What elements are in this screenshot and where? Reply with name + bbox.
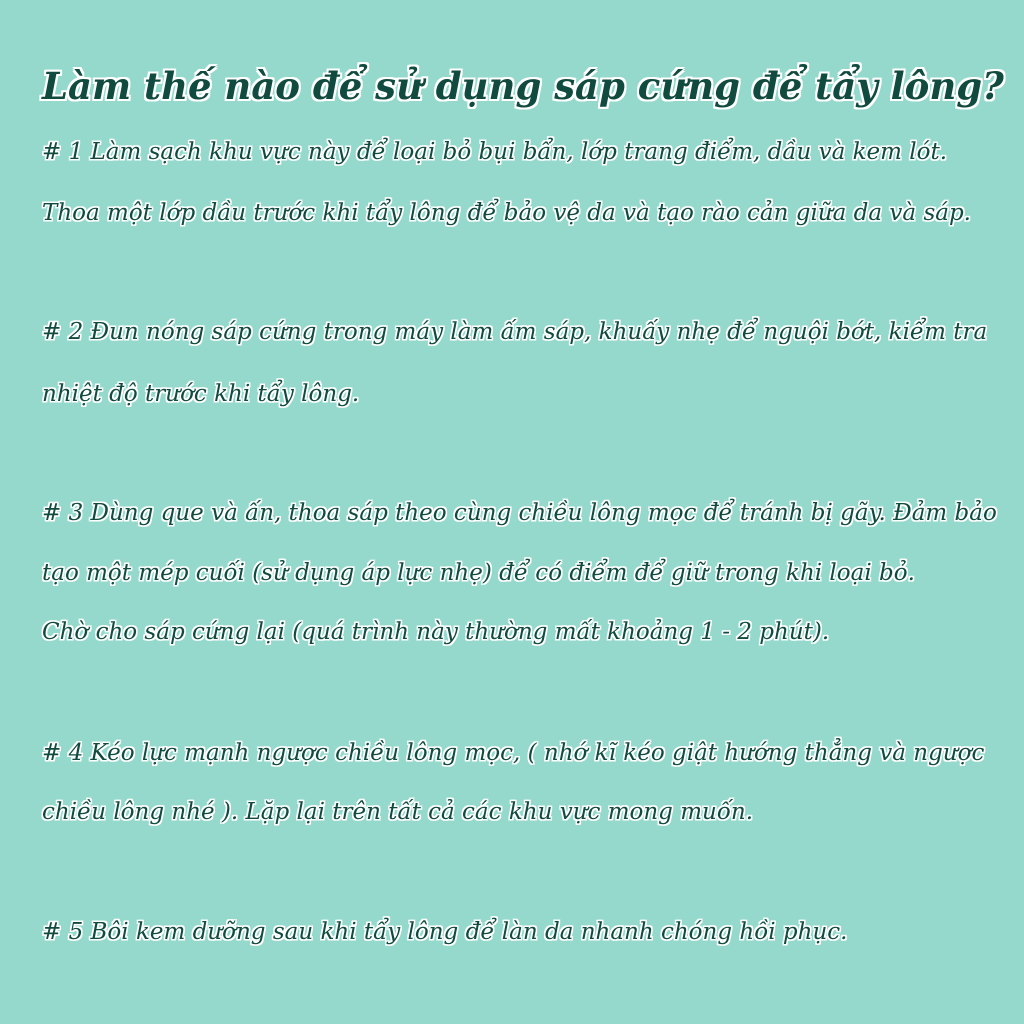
- step-4-line-1: # 4 Kéo lực mạnh ngược chiều lông mọc, ( nhớ kĩ kéo giật hướng thẳng và ngược: [42, 740, 985, 766]
- page-title: Làm thế nào để sử dụng sáp cứng để tẩy lông?: [42, 64, 1004, 108]
- step-5-line-1: # 5 Bôi kem dưỡng sau khi tẩy lông để làn da nhanh chóng hồi phục.: [42, 919, 848, 945]
- step-3-line-2: tạo một mép cuối (sử dụng áp lực nhẹ) để có điểm để giữ trong khi loại bỏ.: [42, 560, 915, 586]
- step-2-line-1: # 2 Đun nóng sáp cứng trong máy làm ấm sáp, khuấy nhẹ để nguội bớt, kiểm tra: [42, 319, 988, 345]
- step-3-line-3: Chờ cho sáp cứng lại (quá trình này thường mất khoảng 1 - 2 phút).: [42, 619, 830, 645]
- step-1-line-1: # 1 Làm sạch khu vực này để loại bỏ bụi bẩn, lớp trang điểm, dầu và kem lót.: [42, 139, 948, 165]
- step-4-line-2: chiều lông nhé ). Lặp lại trên tất cả các khu vực mong muốn.: [42, 799, 754, 825]
- step-3-line-1: # 3 Dùng que và ấn, thoa sáp theo cùng chiều lông mọc để tránh bị gãy. Đảm bảo: [42, 500, 997, 526]
- step-2-line-2: nhiệt độ trước khi tẩy lông.: [42, 381, 360, 407]
- step-1-line-2: Thoa một lớp dầu trước khi tẩy lông để bảo vệ da và tạo rào cản giữa da và sáp.: [42, 200, 971, 226]
